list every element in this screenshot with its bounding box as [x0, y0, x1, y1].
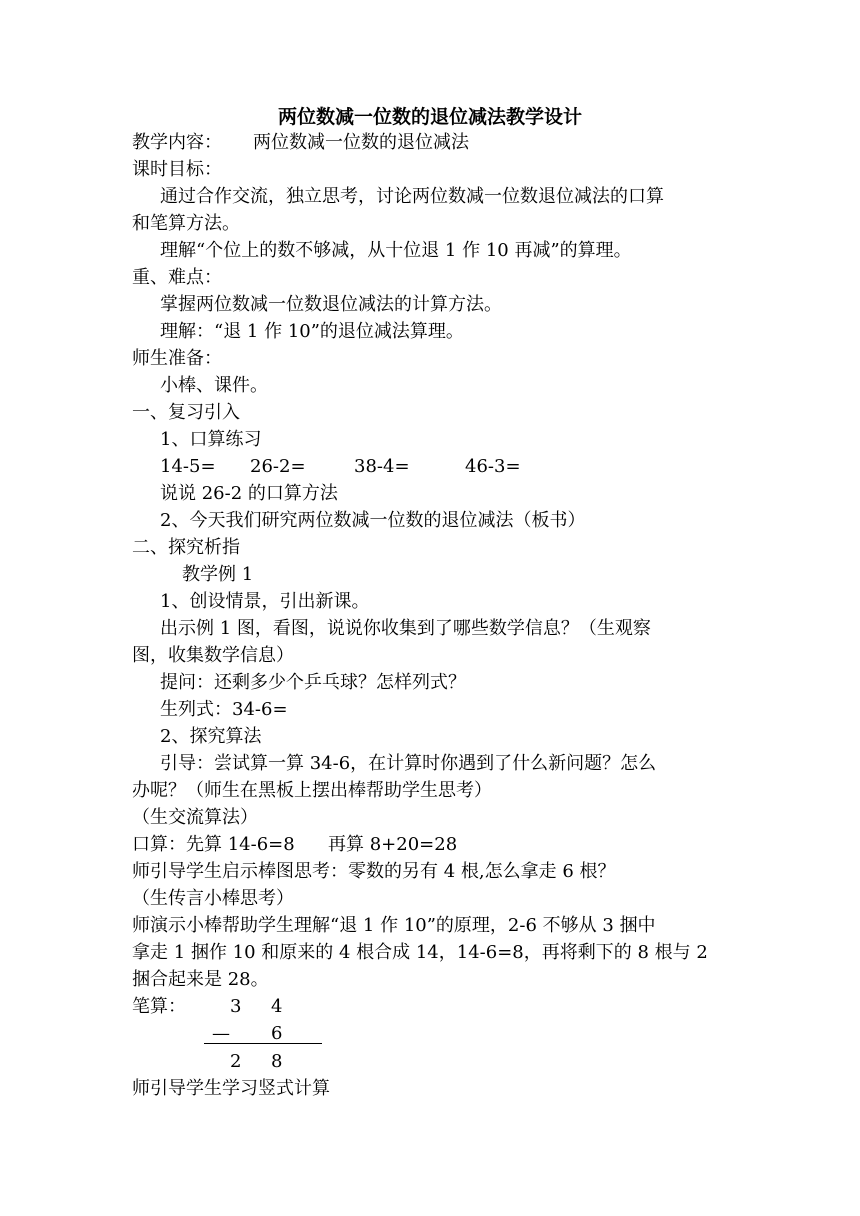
body-line: 拿走 1 捆作 10 和原来的 4 根合成 14，14-6=8，再将剩下的 8 根与 2	[132, 942, 708, 963]
body-line: 提问：还剩多少个乒乓球？怎样列式？	[160, 672, 466, 693]
key-point-line: 理解：“退 1 作 10”的退位减法算理。	[160, 321, 464, 342]
section-heading: 二、探究析指	[132, 537, 240, 558]
preparation-items: 小棒、课件。	[160, 375, 268, 396]
body-line: 引导：尝试算一算 34-6，在计算时你遇到了什么新问题？怎么	[160, 753, 657, 774]
document-title: 两位数减一位数的退位减法教学设计	[277, 106, 582, 128]
calc-digit: 3	[230, 996, 242, 1017]
calc-digit: 6	[271, 1023, 283, 1044]
preparation-heading: 师生准备：	[132, 348, 222, 369]
body-line: 生列式：34-6=	[160, 699, 288, 720]
calc-divider	[204, 1043, 322, 1044]
example-label: 教学例 1	[182, 564, 254, 585]
body-line: 口算：先算 14-6=8	[132, 834, 295, 855]
calc-digit: 4	[271, 996, 283, 1017]
calc-digit: 2	[230, 1051, 242, 1072]
body-line: 师引导学生启示棒图思考：零数的另有 4 根,怎么拿走 6 根？	[132, 861, 616, 882]
exercise-item: 46-3=	[465, 456, 521, 477]
body-line: 师演示小棒帮助学生理解“退 1 作 10”的原理，2-6 不够从 3 捆中	[132, 915, 656, 936]
body-line: 师引导学生学习竖式计算	[132, 1078, 330, 1099]
body-line: 出示例 1 图，看图，说说你收集到了哪些数学信息？（生观察	[160, 618, 651, 639]
minus-sign: —	[212, 1023, 230, 1044]
objective-line: 和笔算方法。	[132, 213, 240, 234]
section-heading: 一、复习引入	[132, 402, 240, 423]
body-line: 捆合起来是 28。	[132, 969, 269, 990]
discussion-line: 说说 26-2 的口算方法	[160, 483, 338, 504]
body-line: 办呢？（师生在黑板上摆出棒帮助学生思考）	[132, 780, 492, 801]
exercise-item: 26-2=	[250, 456, 306, 477]
body-line: 再算 8+20=28	[328, 834, 458, 855]
calc-digit: 8	[271, 1051, 283, 1072]
body-line: 图，收集数学信息）	[132, 645, 294, 666]
section-sub-item: 2、探究算法	[160, 726, 262, 747]
section-sub-item: 2、今天我们研究两位数减一位数的退位减法（板书）	[160, 510, 586, 531]
written-calc-label: 笔算：	[132, 996, 186, 1017]
key-point-line: 掌握两位数减一位数退位减法的计算方法。	[160, 294, 502, 315]
body-line: （生交流算法）	[132, 807, 258, 828]
objectives-heading: 课时目标：	[132, 159, 222, 180]
section-sub-item: 1、口算练习	[160, 429, 262, 450]
key-points-heading: 重、难点：	[132, 267, 222, 288]
content-label: 教学内容：	[132, 132, 222, 153]
objective-line: 通过合作交流，独立思考，讨论两位数减一位数退位减法的口算	[160, 186, 664, 207]
body-line: （生传言小棒思考）	[132, 888, 294, 909]
exercise-item: 14-5=	[160, 456, 216, 477]
objective-line: 理解“个位上的数不够减，从十位退 1 作 10 再减”的算理。	[160, 240, 632, 261]
exercise-item: 38-4=	[354, 456, 410, 477]
section-sub-item: 1、创设情景，引出新课。	[160, 591, 370, 612]
content-value: 两位数减一位数的退位减法	[253, 132, 469, 153]
